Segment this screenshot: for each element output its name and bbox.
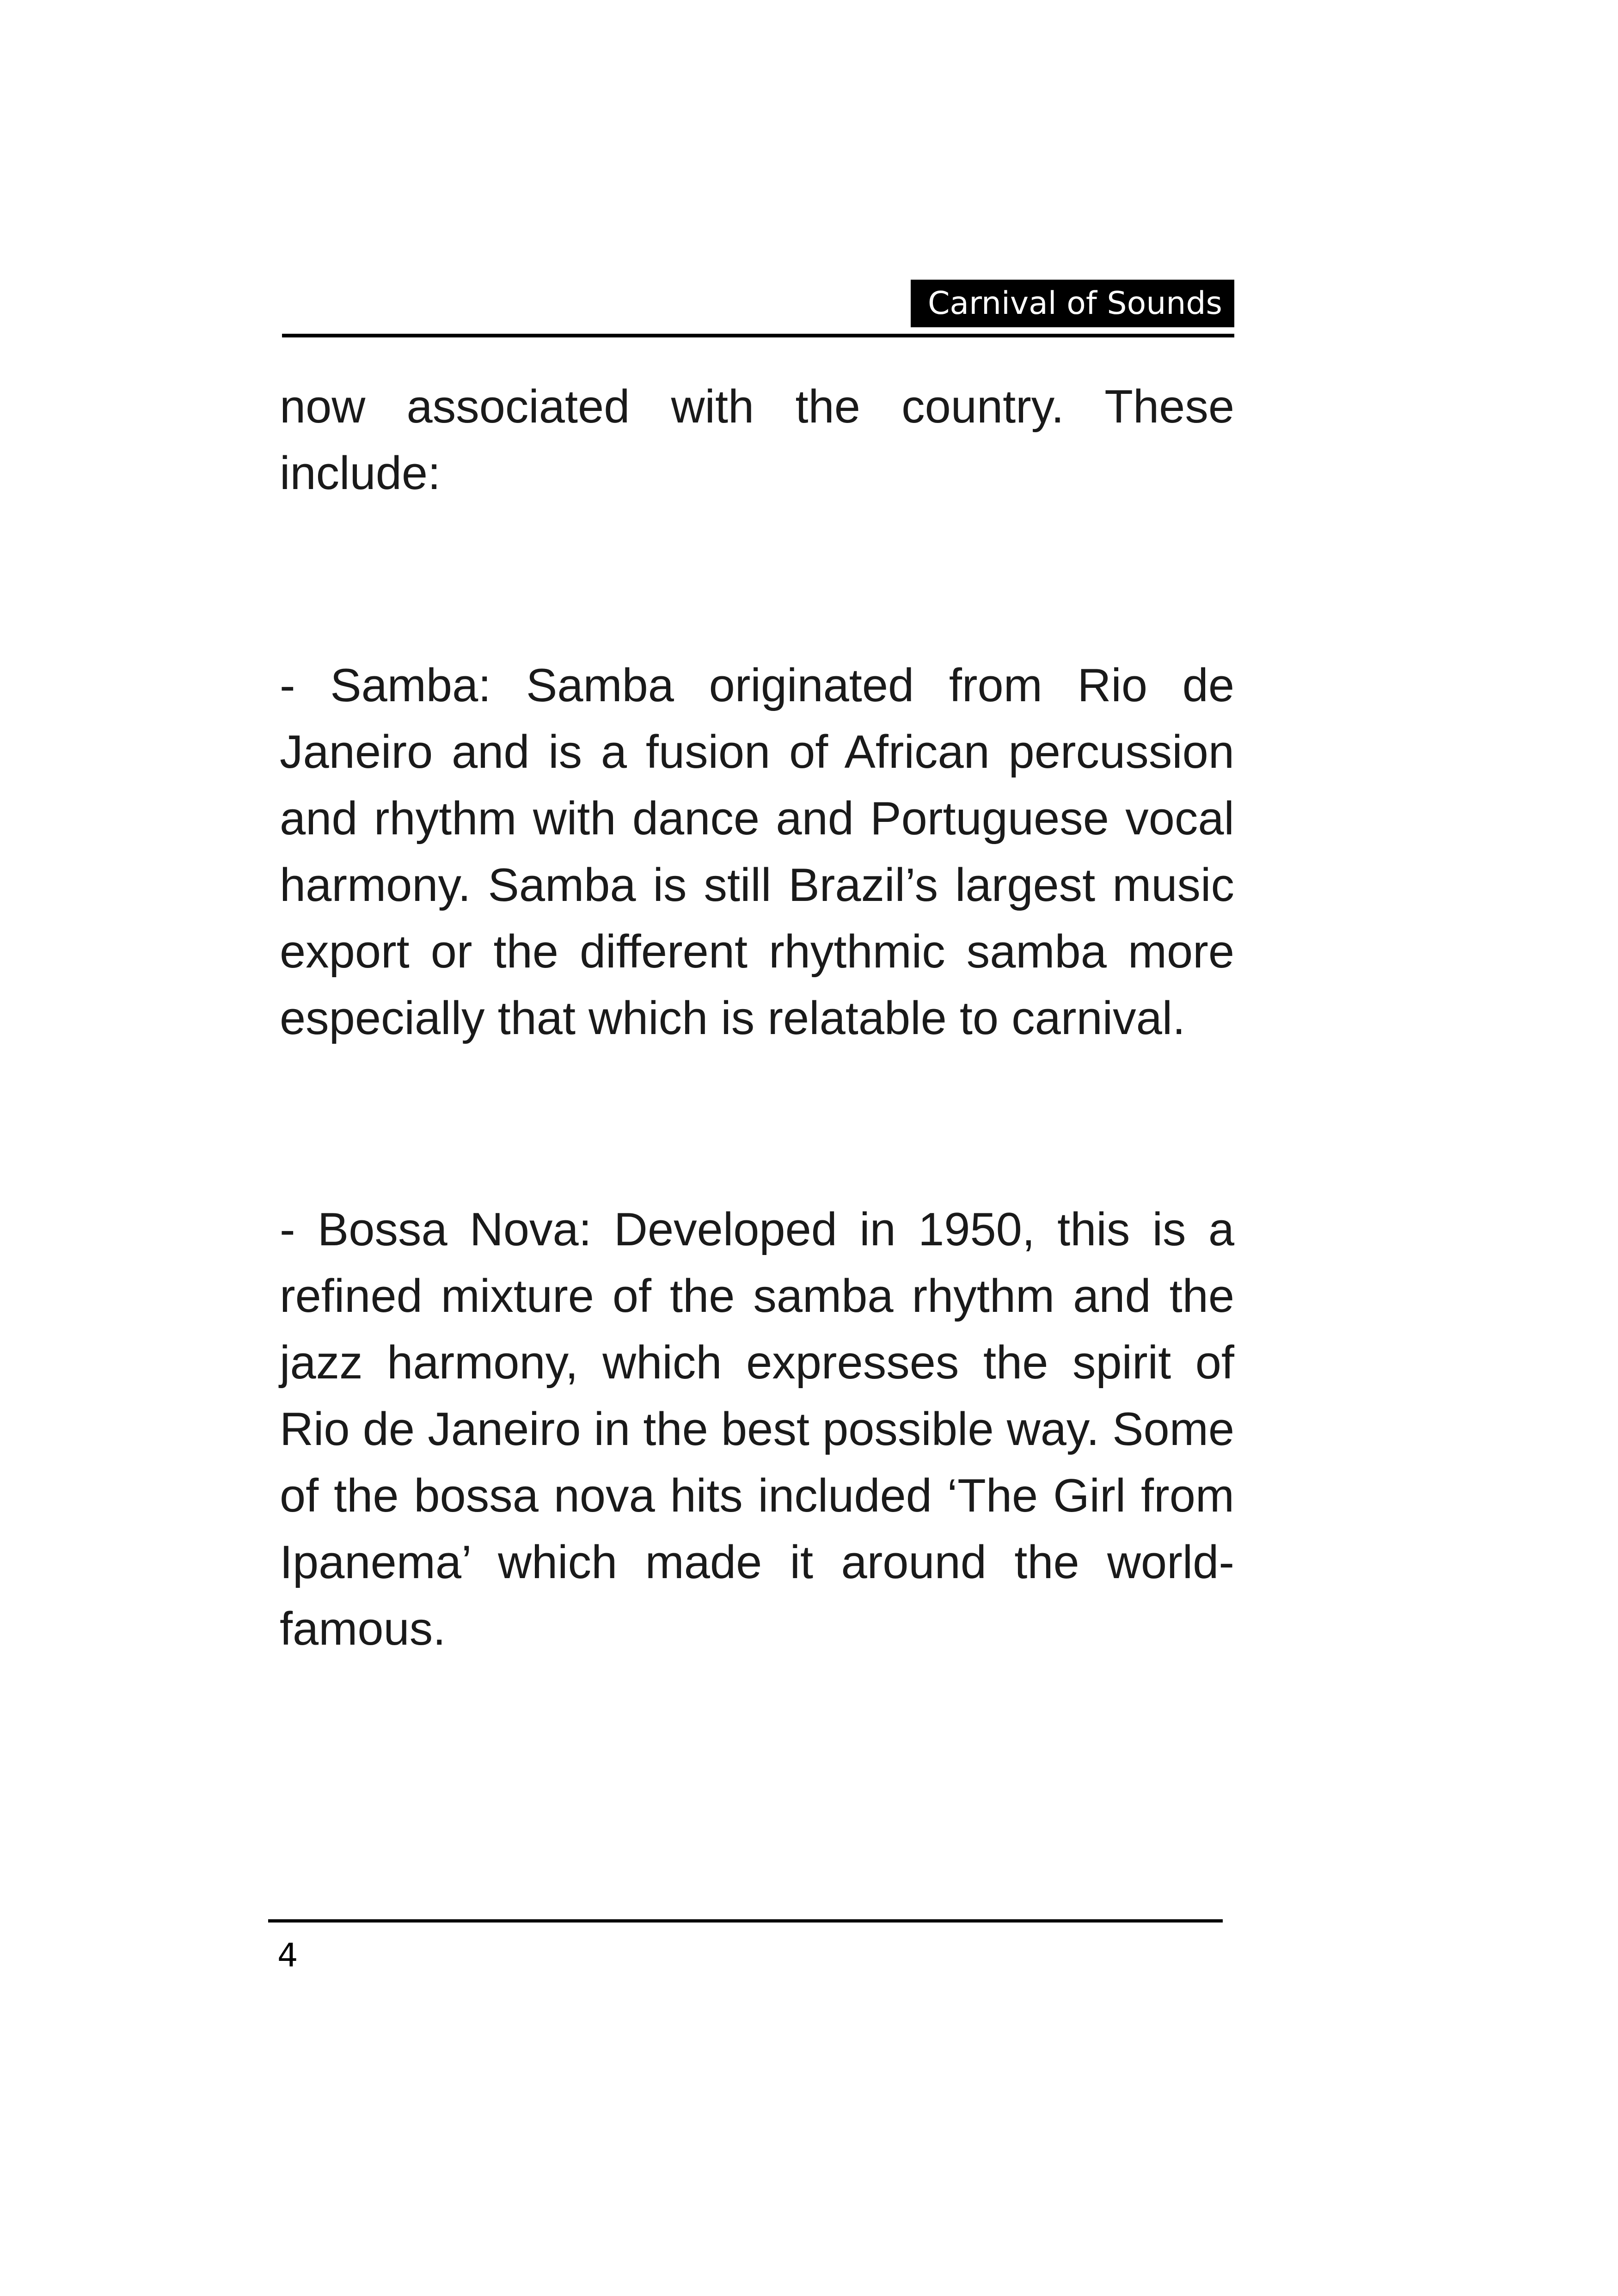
paragraph-intro: now associated with the country. These include: [280, 381, 1234, 499]
page-number: 4 [277, 1936, 298, 1974]
running-header-title: Carnival of Sounds [911, 280, 1234, 327]
footer-rule [268, 1919, 1223, 1923]
paragraph-samba: - Samba: Samba originated from Rio de Janeiro and is a fusion of African percussion and rhythm with dance and Portuguese vocal harmony. Samba is still Brazil’s largest music export or the different rhythmic samba more especially that which is relatable to carnival. [280, 660, 1234, 1044]
header-rule [282, 334, 1234, 337]
paragraph-bossa-nova: - Bossa Nova: Developed in 1950, this is a refined mixture of the samba rhythm and the jazz harmony, which expresses the spirit of Rio de Janeiro in the best possible way. Some of the bossa nova hits included ‘The Girl from Ipanema’ which made it around the world-famous. [280, 1204, 1234, 1655]
